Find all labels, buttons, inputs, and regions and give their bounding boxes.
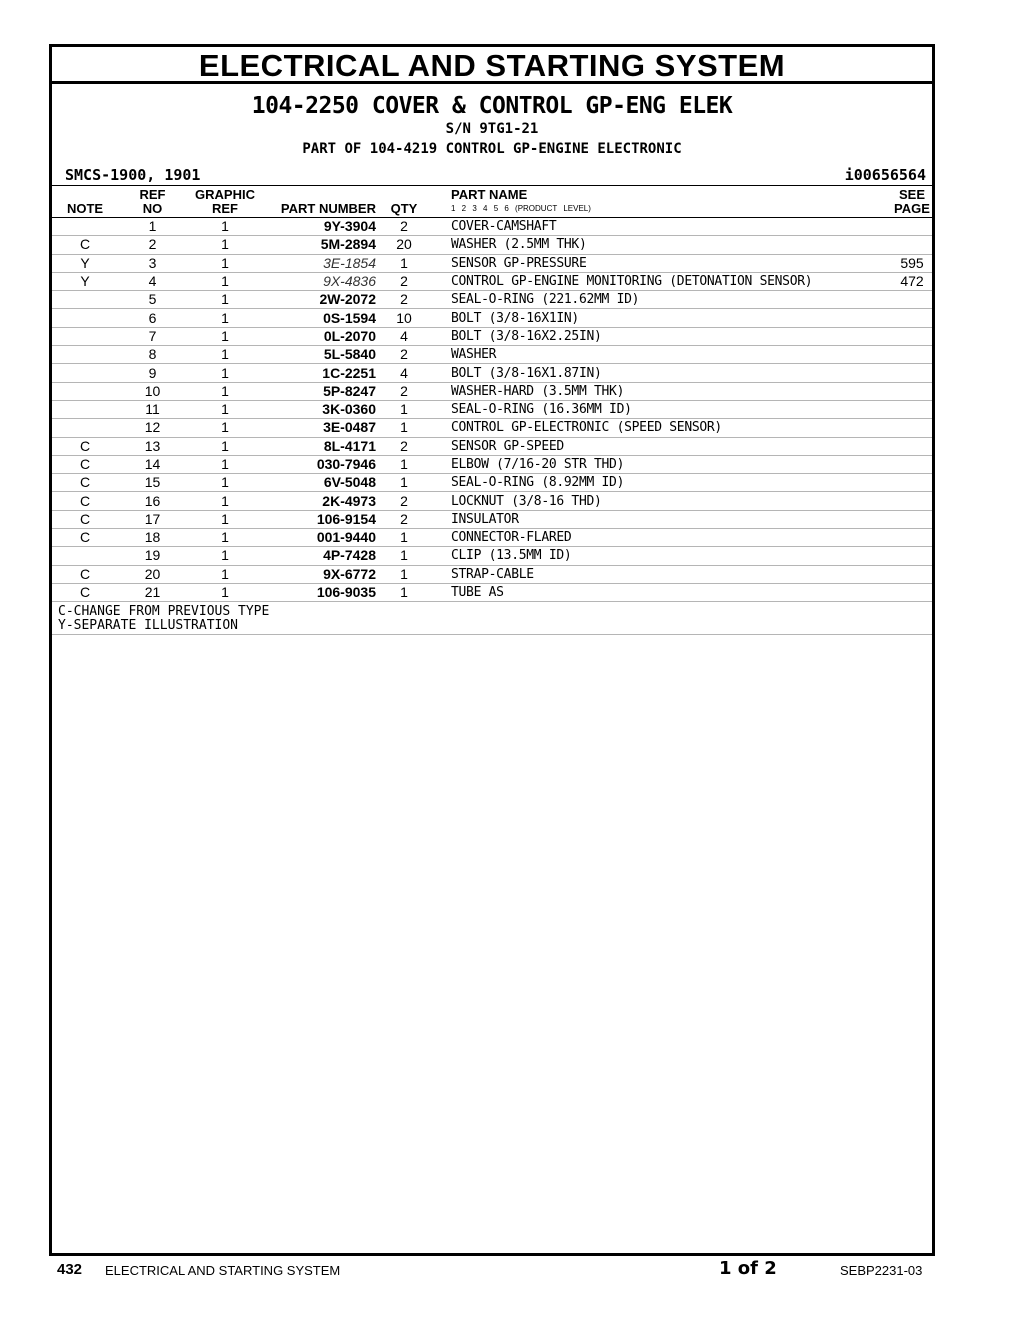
row-ref-no: 20: [118, 565, 187, 583]
row-note: [52, 327, 118, 345]
row-note: C: [52, 455, 118, 473]
note-separate-illustration: Y-SEPARATE ILLUSTRATION: [58, 618, 239, 634]
illustration-id: i00656564: [844, 166, 926, 184]
table-row: [52, 327, 932, 345]
table-row: [52, 382, 932, 400]
row-note: [52, 382, 118, 400]
row-see-page: [892, 492, 932, 510]
row-note: C: [52, 583, 118, 601]
table-row: [52, 547, 932, 565]
row-part-name: WASHER (2.5MM THK): [428, 236, 892, 254]
table-row: [52, 510, 932, 528]
row-note: C: [52, 236, 118, 254]
row-qty: 1: [380, 474, 428, 492]
row-see-page: [892, 291, 932, 309]
row-see-page: [892, 510, 932, 528]
row-ref-no: 18: [118, 529, 187, 547]
header-note: NOTE: [66, 201, 104, 216]
row-see-page: [892, 419, 932, 437]
row-part-number: 2W-2072: [263, 291, 380, 309]
row-part-name: CONNECTOR-FLARED: [428, 529, 892, 547]
table-row: [52, 400, 932, 418]
row-part-number: 9Y-3904: [263, 218, 380, 236]
row-graphic-ref: 1: [187, 346, 263, 364]
row-ref-no: 7: [118, 327, 187, 345]
product-level-label: 1 2 3 4 5 6 (PRODUCT LEVEL): [451, 204, 591, 213]
row-part-number: 5L-5840: [263, 346, 380, 364]
footer-document-number: SEBP2231-03: [840, 1263, 923, 1278]
row-qty: 1: [380, 529, 428, 547]
footer-page-of: 1 of 2: [719, 1258, 777, 1279]
row-ref-no: 17: [118, 510, 187, 528]
row-ref-no: 3: [118, 254, 187, 272]
row-qty: 1: [380, 254, 428, 272]
row-graphic-ref: 1: [187, 364, 263, 382]
row-note: [52, 218, 118, 236]
row-ref-no: 9: [118, 364, 187, 382]
row-see-page: 595: [892, 254, 932, 272]
table-row: [52, 272, 932, 290]
row-part-number: 5P-8247: [263, 382, 380, 400]
row-qty: 20: [380, 236, 428, 254]
row-note: C: [52, 492, 118, 510]
row-see-page: [892, 382, 932, 400]
part-of-line: PART OF 104-4219 CONTROL GP-ENGINE ELECTRONIC: [302, 141, 682, 157]
row-part-number: 8L-4171: [263, 437, 380, 455]
section-title: ELECTRICAL AND STARTING SYSTEM: [52, 47, 932, 84]
row-part-name: BOLT (3/8-16X2.25IN): [428, 327, 892, 345]
row-graphic-ref: 1: [187, 309, 263, 327]
row-qty: 1: [380, 400, 428, 418]
row-graphic-ref: 1: [187, 583, 263, 601]
row-note: [52, 547, 118, 565]
table-row: [52, 529, 932, 547]
row-part-name: ELBOW (7/16-20 STR THD): [428, 455, 892, 473]
notes-legend: [52, 602, 932, 635]
table-row: [52, 419, 932, 437]
row-part-number: 001-9440: [263, 529, 380, 547]
row-ref-no: 1: [118, 218, 187, 236]
row-graphic-ref: 1: [187, 419, 263, 437]
row-qty: 4: [380, 327, 428, 345]
row-part-name: LOCKNUT (3/8-16 THD): [428, 492, 892, 510]
row-graphic-ref: 1: [187, 327, 263, 345]
row-qty: 2: [380, 437, 428, 455]
row-part-number: 9X-4836: [263, 272, 380, 290]
parts-list: [52, 218, 932, 602]
row-part-name: TUBE AS: [428, 583, 892, 601]
row-part-number: 3K-0360: [263, 400, 380, 418]
row-graphic-ref: 1: [187, 400, 263, 418]
row-qty: 2: [380, 218, 428, 236]
row-ref-no: 19: [118, 547, 187, 565]
row-graphic-ref: 1: [187, 474, 263, 492]
row-part-name: CONTROL GP-ELECTRONIC (SPEED SENSOR): [428, 419, 892, 437]
row-part-name: SEAL-O-RING (8.92MM ID): [428, 474, 892, 492]
row-note: C: [52, 437, 118, 455]
row-see-page: [892, 346, 932, 364]
row-see-page: [892, 327, 932, 345]
row-ref-no: 8: [118, 346, 187, 364]
row-part-name: SEAL-O-RING (16.36MM ID): [428, 400, 892, 418]
row-note: [52, 419, 118, 437]
row-qty: 2: [380, 382, 428, 400]
row-qty: 1: [380, 547, 428, 565]
row-see-page: [892, 547, 932, 565]
row-part-number: 106-9035: [263, 583, 380, 601]
row-note: C: [52, 510, 118, 528]
row-ref-no: 5: [118, 291, 187, 309]
row-graphic-ref: 1: [187, 236, 263, 254]
row-graphic-ref: 1: [187, 382, 263, 400]
row-graphic-ref: 1: [187, 492, 263, 510]
row-see-page: [892, 400, 932, 418]
row-ref-no: 13: [118, 437, 187, 455]
row-see-page: [892, 583, 932, 601]
note-change: C-CHANGE FROM PREVIOUS TYPE: [58, 604, 270, 620]
table-row: [52, 492, 932, 510]
row-see-page: [892, 309, 932, 327]
row-graphic-ref: 1: [187, 437, 263, 455]
row-ref-no: 6: [118, 309, 187, 327]
row-see-page: [892, 455, 932, 473]
row-ref-no: 12: [118, 419, 187, 437]
row-qty: 1: [380, 419, 428, 437]
smcs-codes: SMCS-1900, 1901: [65, 166, 201, 184]
row-part-name: BOLT (3/8-16X1IN): [428, 309, 892, 327]
row-part-name: INSULATOR: [428, 510, 892, 528]
row-ref-no: 15: [118, 474, 187, 492]
row-qty: 2: [380, 272, 428, 290]
row-part-name: WASHER-HARD (3.5MM THK): [428, 382, 892, 400]
table-row: [52, 218, 932, 236]
row-graphic-ref: 1: [187, 565, 263, 583]
row-part-name: SEAL-O-RING (221.62MM ID): [428, 291, 892, 309]
row-part-name: CONTROL GP-ENGINE MONITORING (DETONATION SENSOR): [428, 272, 892, 290]
row-part-number: 030-7946: [263, 455, 380, 473]
row-qty: 1: [380, 455, 428, 473]
row-part-name: SENSOR GP-SPEED: [428, 437, 892, 455]
row-part-name: CLIP (13.5MM ID): [428, 547, 892, 565]
row-graphic-ref: 1: [187, 529, 263, 547]
table-header-row: [52, 186, 932, 218]
row-qty: 4: [380, 364, 428, 382]
footer-page-number: 432: [57, 1261, 83, 1278]
row-part-number: 4P-7428: [263, 547, 380, 565]
row-see-page: [892, 474, 932, 492]
row-part-number: 1C-2251: [263, 364, 380, 382]
row-part-number: 9X-6772: [263, 565, 380, 583]
table-row: [52, 254, 932, 272]
row-ref-no: 16: [118, 492, 187, 510]
row-graphic-ref: 1: [187, 254, 263, 272]
row-see-page: [892, 364, 932, 382]
row-ref-no: 10: [118, 382, 187, 400]
header-qty: QTY: [390, 201, 418, 216]
row-qty: 1: [380, 583, 428, 601]
row-see-page: [892, 529, 932, 547]
row-qty: 1: [380, 565, 428, 583]
row-graphic-ref: 1: [187, 455, 263, 473]
smcs-row: [52, 163, 932, 186]
header-see-page: SEE PAGE: [894, 187, 930, 216]
serial-number: S/N 9TG1-21: [445, 121, 539, 137]
footer-section: ELECTRICAL AND STARTING SYSTEM: [105, 1263, 341, 1278]
row-part-number: 6V-5048: [263, 474, 380, 492]
row-note: Y: [52, 272, 118, 290]
row-qty: 2: [380, 346, 428, 364]
row-graphic-ref: 1: [187, 272, 263, 290]
row-note: Y: [52, 254, 118, 272]
group-title: 104-2250 COVER & CONTROL GP-ENG ELEK: [251, 93, 733, 119]
row-part-number: 2K-4973: [263, 492, 380, 510]
row-part-number: 0L-2070: [263, 327, 380, 345]
row-part-number: 0S-1594: [263, 309, 380, 327]
table-row: [52, 565, 932, 583]
row-see-page: [892, 236, 932, 254]
row-note: C: [52, 474, 118, 492]
row-part-number: 106-9154: [263, 510, 380, 528]
table-row: [52, 346, 932, 364]
table-row: [52, 236, 932, 254]
row-see-page: 472: [892, 272, 932, 290]
row-ref-no: 4: [118, 272, 187, 290]
table-row: [52, 291, 932, 309]
parts-table: [52, 186, 932, 602]
row-note: [52, 291, 118, 309]
row-part-number: 5M-2894: [263, 236, 380, 254]
table-row: [52, 583, 932, 601]
header-graphic-ref: GRAPHIC REF: [195, 187, 255, 216]
row-note: [52, 400, 118, 418]
header-part-number: PART NUMBER: [280, 201, 376, 216]
row-qty: 10: [380, 309, 428, 327]
row-see-page: [892, 218, 932, 236]
row-part-name: BOLT (3/8-16X1.87IN): [428, 364, 892, 382]
row-graphic-ref: 1: [187, 547, 263, 565]
header-part-name: PART NAME 1 2 3 4 5 6 (PRODUCT LEVEL): [428, 186, 892, 218]
row-part-number: 3E-0487: [263, 419, 380, 437]
table-row: [52, 437, 932, 455]
row-qty: 2: [380, 492, 428, 510]
row-graphic-ref: 1: [187, 291, 263, 309]
row-part-name: COVER-CAMSHAFT: [428, 218, 892, 236]
row-qty: 2: [380, 510, 428, 528]
row-ref-no: 21: [118, 583, 187, 601]
row-ref-no: 11: [118, 400, 187, 418]
table-row: [52, 309, 932, 327]
table-row: [52, 455, 932, 473]
table-row: [52, 474, 932, 492]
row-graphic-ref: 1: [187, 218, 263, 236]
row-ref-no: 2: [118, 236, 187, 254]
row-note: C: [52, 565, 118, 583]
row-part-name: WASHER: [428, 346, 892, 364]
row-qty: 2: [380, 291, 428, 309]
header-ref-no: REF NO: [139, 187, 166, 216]
row-part-number: 3E-1854: [263, 254, 380, 272]
row-see-page: [892, 565, 932, 583]
table-row: [52, 364, 932, 382]
row-part-name: SENSOR GP-PRESSURE: [428, 254, 892, 272]
row-note: [52, 346, 118, 364]
row-note: [52, 364, 118, 382]
page-footer: [0, 1258, 1020, 1282]
row-ref-no: 14: [118, 455, 187, 473]
row-note: C: [52, 529, 118, 547]
row-note: [52, 309, 118, 327]
row-part-name: STRAP-CABLE: [428, 565, 892, 583]
row-see-page: [892, 437, 932, 455]
parts-page-frame: [49, 44, 935, 1256]
row-graphic-ref: 1: [187, 510, 263, 528]
